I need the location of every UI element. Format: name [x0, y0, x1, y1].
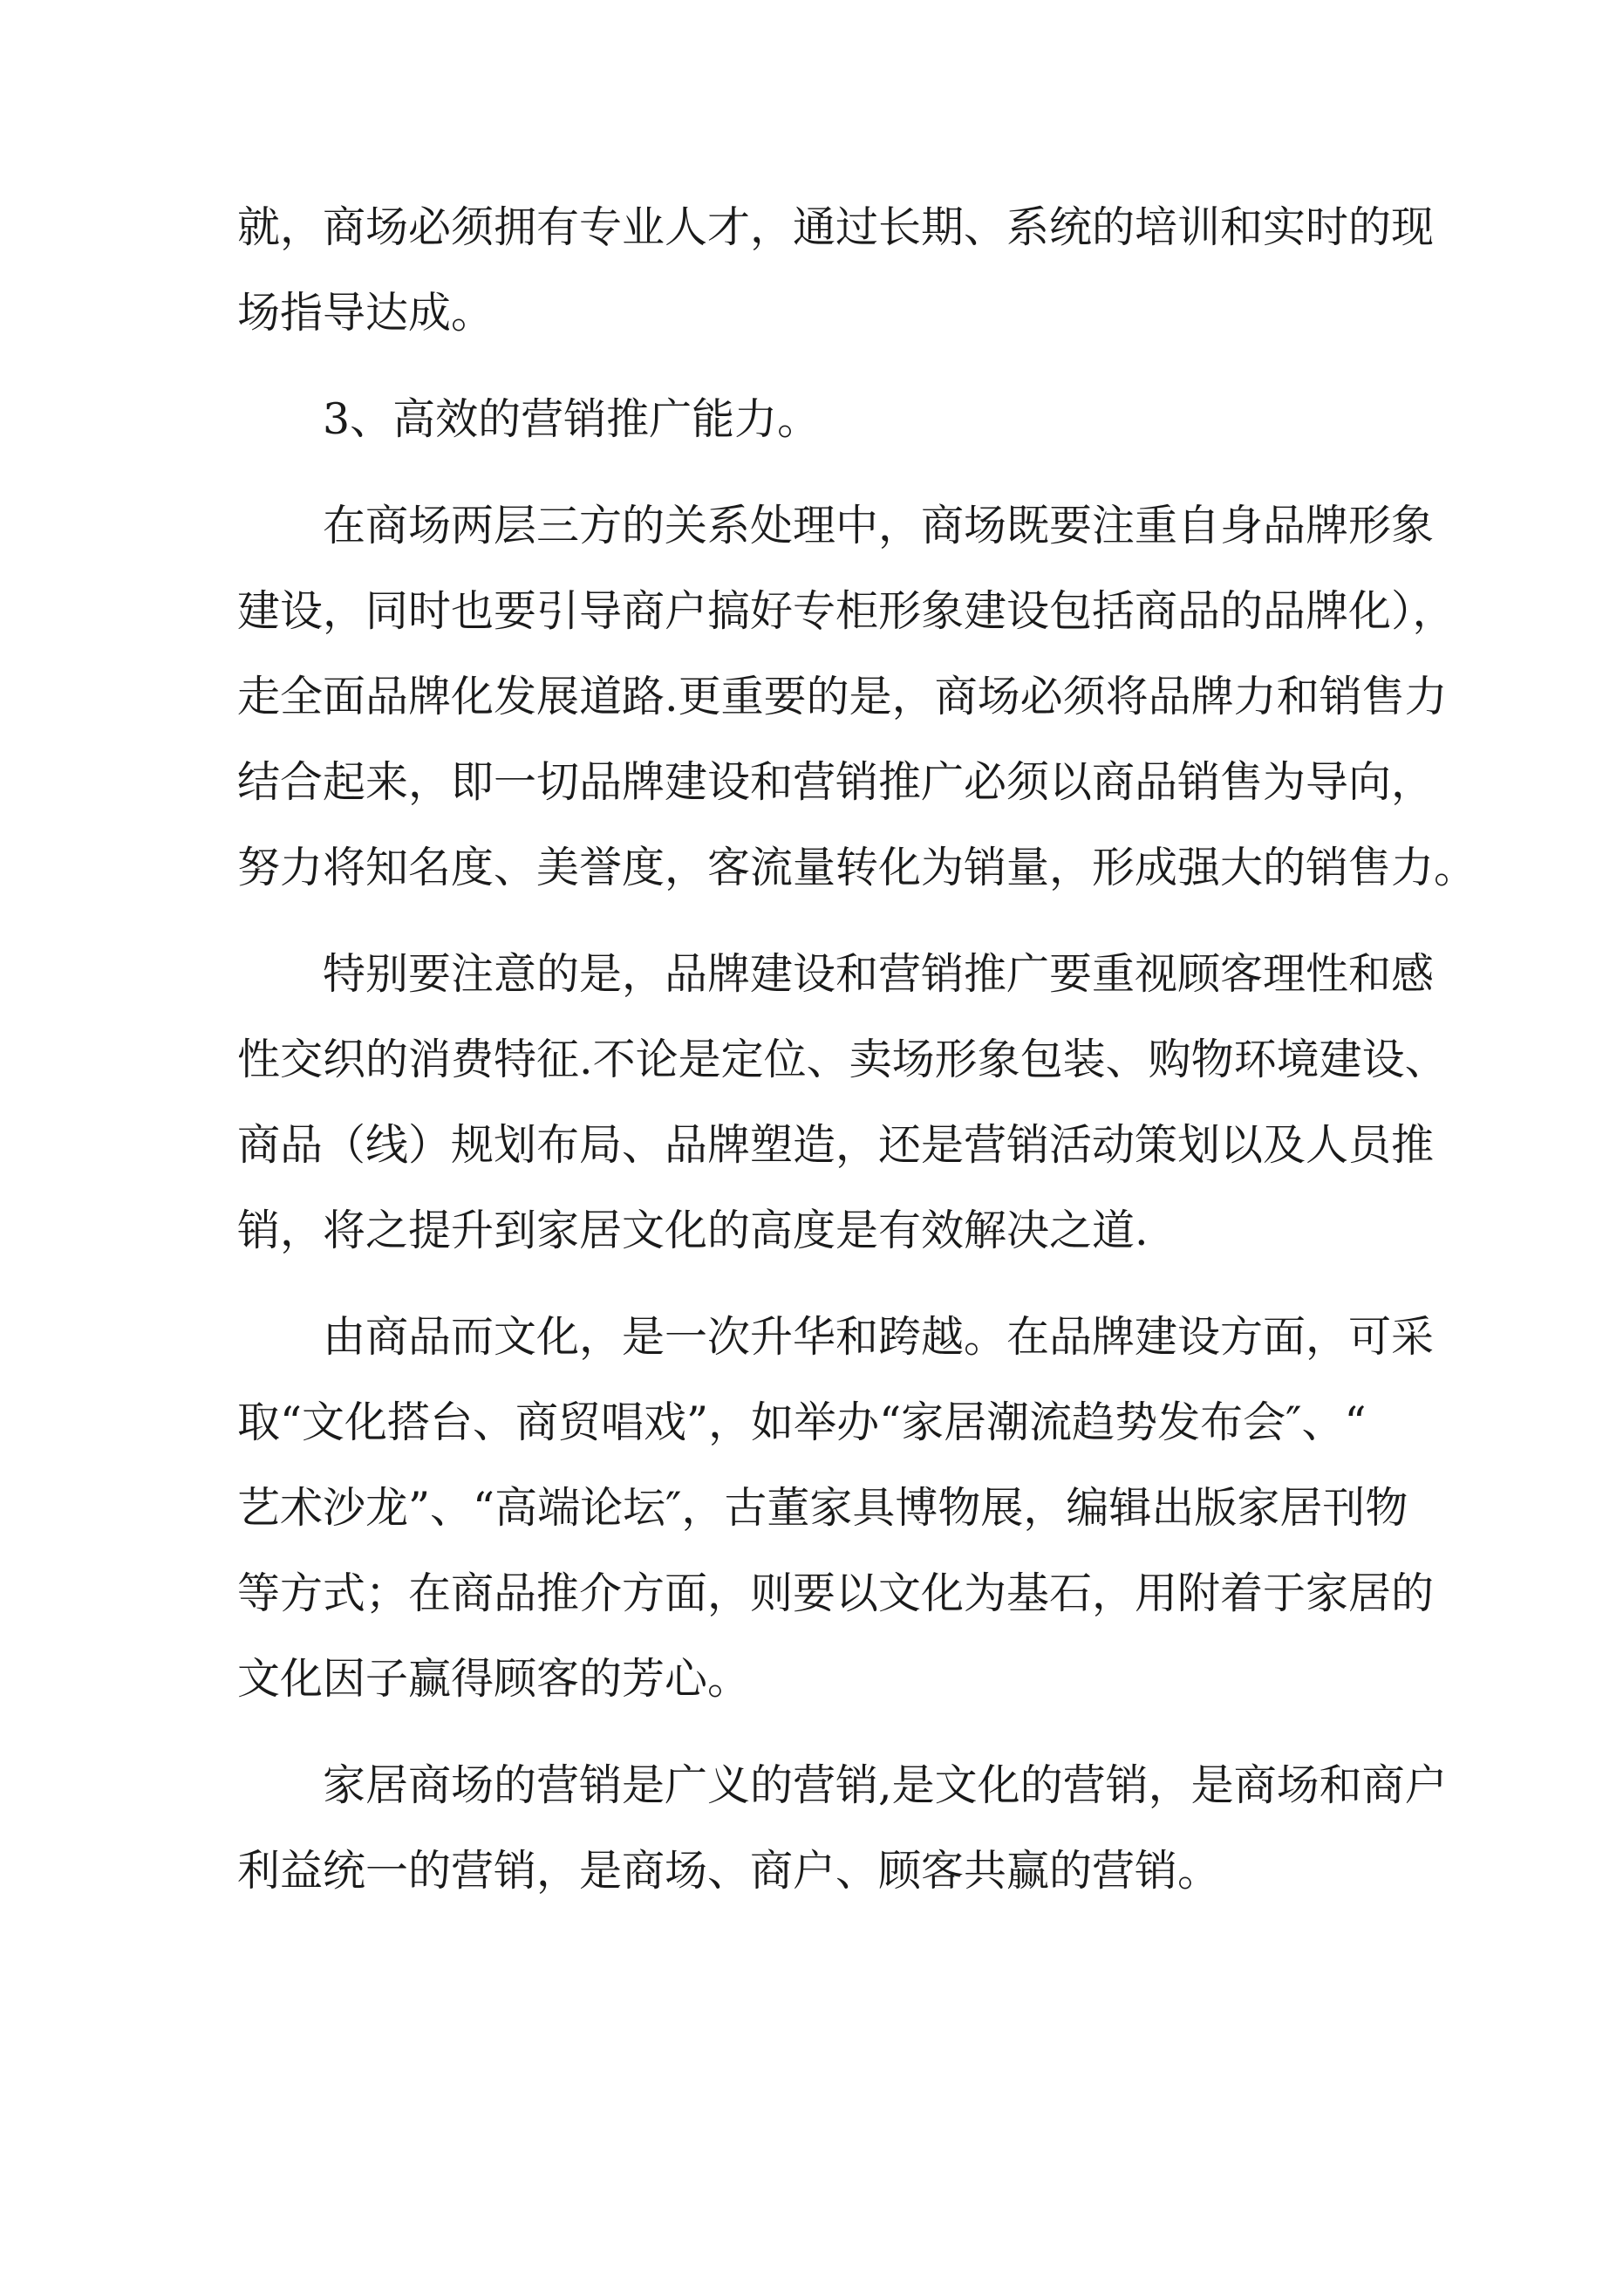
paragraph-6 — [237, 1743, 1448, 1914]
paragraph-4 — [237, 932, 1448, 1274]
paragraph-5 — [237, 1295, 1435, 1722]
paragraph-line: 等方式；在商品推介方面，则要以文化为基石，用附着于家居的 — [237, 1568, 1435, 1618]
paragraph-line: 场指导达成。 — [237, 288, 494, 338]
paragraph-line: 就，商场必须拥有专业人才，通过长期、系统的培训和实时的现 — [237, 202, 1435, 252]
document-body — [237, 185, 1477, 1935]
paragraph-line: 艺术沙龙”、“高端论坛″，古董家具博物展，编辑出版家居刊物 — [237, 1483, 1408, 1533]
paragraph-line: 家居商场的营销是广义的营销,是文化的营销，是商场和商户 — [323, 1760, 1448, 1810]
heading-line: 3、高效的营销推广能力。 — [323, 394, 821, 444]
paragraph-line: 建设，同时也要引导商户搞好专柜形象建设包括商品的品牌化）， — [237, 586, 1456, 636]
paragraph-line: 走全面品牌化发展道路.更重要的是，商场必须将品牌力和销售力 — [237, 672, 1448, 721]
paragraph-line: 特别要注意的是，品牌建设和营销推广要重视顾客理性和感 — [323, 949, 1435, 999]
paragraph-1 — [237, 185, 1435, 356]
paragraph-line: 结合起来，即一切品牌建设和营销推广必须以商品销售为导向， — [237, 757, 1435, 807]
paragraph-line: 文化因子赢得顾客的芳心。 — [237, 1654, 751, 1704]
paragraph-3 — [237, 483, 1477, 911]
paragraph-line: 商品（线）规划布局、品牌塑造，还是营销活动策划以及人员推 — [237, 1120, 1435, 1170]
paragraph-line: 由商品而文化，是一次升华和跨越。在品牌建设方面，可采 — [323, 1312, 1435, 1362]
paragraph-line: 性交织的消费特征.不论是定位、卖场形象包装、购物环境建设、 — [237, 1035, 1448, 1084]
section-heading — [237, 377, 1410, 462]
paragraph-line: 取“文化搭台、商贸唱戏”，如举办“家居潮流趋势发布会″、“ — [237, 1397, 1367, 1447]
paragraph-line: 努力将知名度、美誉度，客流量转化为销量，形成强大的销售力。 — [237, 843, 1477, 892]
paragraph-line: 在商场两层三方的关系处理中，商场既要注重自身品牌形象 — [323, 501, 1435, 550]
paragraph-line: 利益统一的营销，是商场、商户、顾客共赢的营销。 — [237, 1846, 1221, 1896]
paragraph-line: 销，将之提升到家居文化的高度是有效解决之道. — [237, 1206, 1149, 1255]
